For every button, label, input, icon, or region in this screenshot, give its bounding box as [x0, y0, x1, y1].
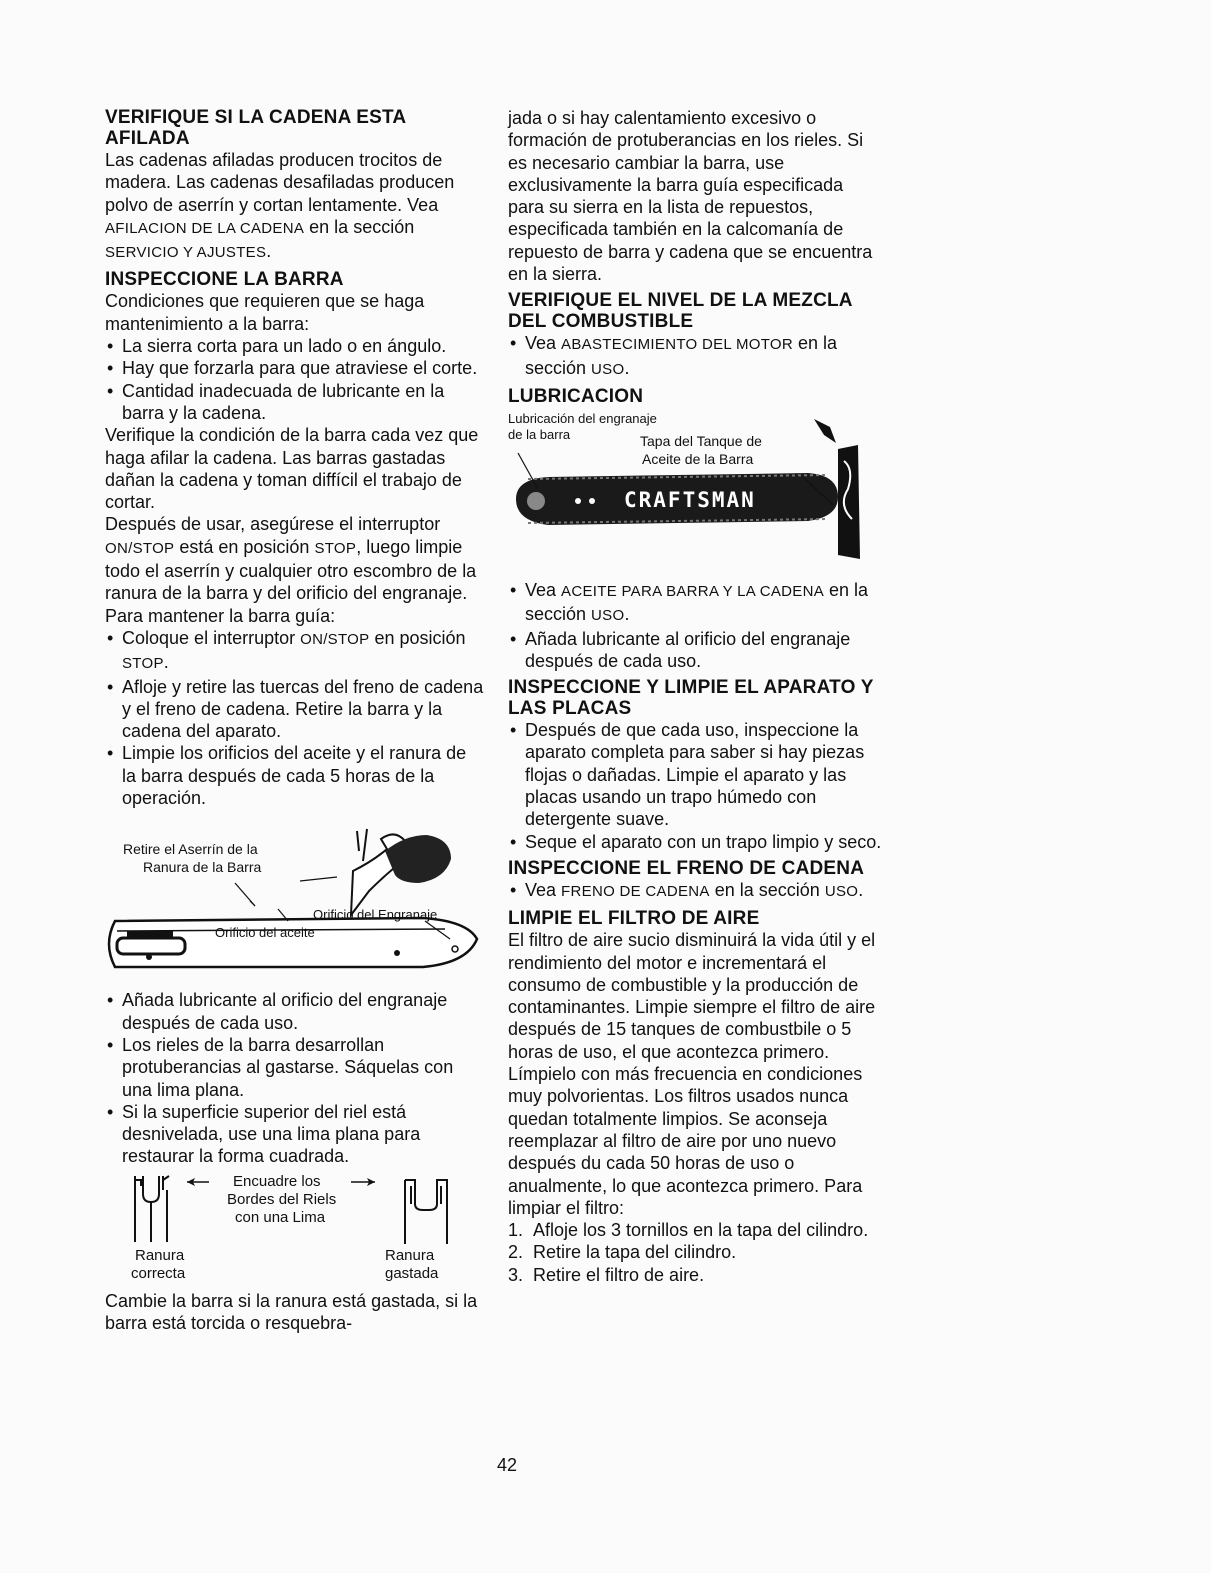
list-item [508, 879, 883, 903]
switch-reference: ON/STOP [105, 539, 175, 557]
section-reference: USO [591, 360, 625, 378]
text-run: . [624, 604, 630, 625]
list-item [508, 332, 883, 381]
caption-bar-oil: Aceite de la Barra [642, 450, 754, 467]
heading-air-filter: LIMPIE EL FILTRO DE AIRE [508, 908, 760, 930]
caption-oil-hole: Orificio del aceite [215, 925, 315, 941]
caption-bar-groove: Ranura de la Barra [143, 859, 262, 876]
numbered-list-filter-steps [508, 1219, 883, 1286]
step-text: Retire el filtro de aire. [533, 1264, 705, 1285]
paragraph-after-use [105, 513, 485, 604]
caption-correct-groove-2: correcta [131, 1264, 186, 1282]
paragraph-replace-bar: Cambie la barra si la ranura está gastada, si la barra está torcida o resquebra- [105, 1290, 478, 1333]
list-item [508, 579, 883, 628]
right-column [508, 107, 883, 1286]
caption-oil-tank-cap: Tapa del Tanque de [640, 432, 762, 449]
text-run: . [858, 879, 864, 900]
bullet-list-lubrication [508, 579, 883, 672]
step-number: 1. [508, 1220, 524, 1241]
list-item: • Si la superficie superior del riel está desnivelada, use una lima plana para restaurar la forma cuadrada. [105, 1101, 485, 1168]
list-item: • Añada lubricante al orificio del engranaje después de cada uso. [105, 989, 485, 1034]
list-item [508, 1241, 883, 1263]
text-run: . [163, 652, 169, 673]
text-run: Vea [525, 333, 562, 354]
paragraph-bar-conditions: Condiciones que requieren que se haga mantenimiento a la barra: [105, 291, 425, 334]
text-run: en la sección [525, 333, 838, 378]
list-item [508, 1219, 883, 1241]
heading-fuel-mix: VERIFIQUE EL NIVEL DE LA MEZCLA DEL COMBUSTIBLE [508, 290, 853, 333]
caption-of-bar: de la barra [508, 426, 571, 442]
text-run: en la sección [709, 879, 825, 900]
section-reference: USO [824, 882, 859, 900]
switch-reference: STOP [314, 539, 357, 557]
section-reference: USO [591, 607, 625, 625]
list-item: • La sierra corta para un lado o en ángulo. [105, 335, 485, 357]
figure-bar-groove [105, 821, 485, 973]
text-run: . [624, 357, 630, 378]
step-number: 2. [508, 1242, 524, 1263]
caption-worn-groove-2: gastada [385, 1264, 439, 1282]
caption-worn-groove-1: Ranura [385, 1246, 435, 1264]
section-reference: SERVICIO Y AJUSTES [105, 244, 267, 262]
bullet-list-clean [508, 719, 883, 853]
bullet-list-bar-conditions [105, 335, 485, 424]
list-item [508, 1264, 883, 1286]
paragraph-sharp-chain [105, 149, 485, 264]
section-reference: ACEITE PARA BARRA Y LA CADENA [561, 582, 825, 600]
heading-inspect-bar: INSPECCIONE LA BARRA [105, 269, 344, 291]
figure-lubrication [508, 409, 883, 569]
paragraph-bar-continued: jada o si hay calentamiento excesivo o formación de protuberancias en los rieles. Si es necesario cambiar la barra, use exclusivamente la barra guía especificada para su sierra en la lista de repuestos, especificada también en la calcomanía de repuesto de barra y cadena que se encuentra en la sierra. [508, 108, 873, 285]
list-item: • Cantidad inadecuada de lubricante en la barra y la cadena. [105, 380, 485, 425]
caption-square-edges: Encuadre los [233, 1172, 321, 1190]
section-reference: AFILACION DE LA CADENA [105, 219, 305, 237]
caption-rail-edges: Bordes del Riels [227, 1190, 337, 1208]
step-text: Afloje los 3 tornillos en la tapa del cilindro. [533, 1220, 869, 1241]
caption-sprocket-hole: Orificio del Engranaje [313, 907, 438, 923]
section-reference: ABASTECIMIENTO DEL MOTOR [561, 336, 794, 354]
switch-reference: ON/STOP [300, 630, 370, 648]
caption-with-file: con una Lima [235, 1208, 326, 1226]
text-run: . [266, 241, 272, 262]
heading-lubrication: LUBRICACION [508, 385, 644, 407]
text-run: en la sección [304, 216, 415, 237]
bullet-list-rails [105, 989, 485, 1167]
list-item: • Seque el aparato con un trapo limpio y seco. [508, 831, 883, 853]
caption-remove-sawdust: Retire el Aserrín de la [123, 841, 258, 858]
caption-sprocket-lube: Lubricación del engranaje [508, 410, 657, 426]
list-item: • Limpie los orificios del aceite y el ranura de la barra después de cada 5 horas de la operación. [105, 742, 485, 809]
list-item: • Hay que forzarla para que atraviese el corte. [105, 357, 485, 379]
switch-reference: STOP [122, 655, 164, 673]
bullet-list-fuel [508, 332, 883, 381]
list-item: • Después de que cada uso, inspeccione la aparato completa para saber si hay piezas flojas o dañadas. Limpie el aparato y las placas usando un trapo húmedo con detergente suave. [508, 719, 883, 830]
text-run: Vea [525, 879, 562, 900]
list-item: • Añada lubricante al orificio del engranaje después de cada uso. [508, 628, 883, 673]
page-number: 42 [497, 1455, 518, 1475]
text-run: , luego limpie todo el aserrín y cualquier otro escombro de la ranura de la barra y del orificio del engranaje. [105, 536, 477, 604]
text-run: Las cadenas afiladas producen trocitos de madera. Las cadenas desafiladas producen polvo de aserrín y cortan lentamente. Vea [105, 150, 455, 215]
text-run: en posición [369, 627, 466, 648]
step-text: Retire la tapa del cilindro. [533, 1242, 737, 1263]
heading-chain-brake: INSPECCIONE EL FRENO DE CADENA [508, 857, 865, 879]
craftsman-logo: CRAFTSMAN [624, 487, 756, 512]
paragraph-maintain-bar: Para mantener la barra guía: [105, 605, 336, 626]
step-number: 3. [508, 1264, 524, 1285]
text-run: Después de usar, asegúrese el interruptor [105, 514, 441, 535]
left-column [105, 107, 485, 1334]
paragraph-bar-check: Verifique la condición de la barra cada vez que haga afilar la cadena. Las barras gastadas dañan la cadena y toman diffícil el trabajo de cortar. [105, 425, 479, 513]
caption-correct-groove-1: Ranura [135, 1246, 185, 1264]
section-reference: FRENO DE CADENA [561, 882, 710, 900]
list-item [105, 627, 485, 676]
text-run: en la sección [525, 579, 869, 625]
list-item: • Los rieles de la barra desarrollan protuberancias al gastarse. Sáquelas con una lima plana. [105, 1034, 485, 1101]
text-run: está en posición [174, 536, 315, 557]
text-run: Vea [525, 579, 562, 600]
list-item: • Afloje y retire las tuercas del freno de cadena y el freno de cadena. Retire la barra y la cadena del aparato. [105, 676, 485, 743]
bullet-list-maintain [105, 627, 485, 809]
bullet-list-brake [508, 879, 883, 903]
heading-clean-unit: INSPECCIONE Y LIMPIE EL APARATO Y LAS PLACAS [508, 677, 874, 720]
heading-chain-sharp: VERIFIQUE SI LA CADENA ESTA AFILADA [105, 107, 406, 149]
text-run: Coloque el interruptor [122, 627, 301, 648]
paragraph-air-filter: El filtro de aire sucio disminuirá la vida útil y el rendimiento del motor e incrementará el consumo de combustible y la producción de contaminantes. Limpie siempre el filtro de aire después de 15 tanques de combustbile o 5 horas de uso, el que acontezca primero. Límpielo con más frecuencia en condiciones muy polvorientas. Los filtros usados nunca quedan totalmente limpios. Se aconseja reemplazar al filtro de aire por uno nuevo después du cada 50 horas de uso o anualmente, lo que acontezca primero. Para limpiar el filtro: [508, 930, 876, 1218]
figure-rail-groove [105, 1174, 485, 1286]
